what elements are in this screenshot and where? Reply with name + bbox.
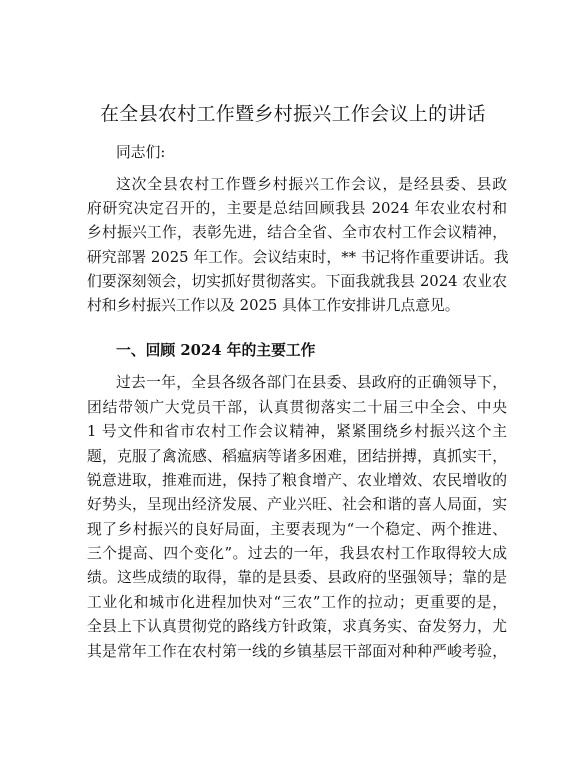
paragraph-1-line-2: 府研究决定召开的，主要是总结回顾我县 2024 年农业农村和 xyxy=(87,200,507,217)
section-paragraph-line-9: 绩。这些成绩的取得，靠的是县委、县政府的坚强领导；靠的是 xyxy=(87,569,507,586)
section-paragraph-line-10: 工业化和城市化进程加快对“三农”工作的拉动；更重要的是， xyxy=(87,594,507,611)
section-heading: 一、回顾 2024 年的主要工作 xyxy=(116,342,316,359)
section-paragraph-line-8: 三个提高、四个变化”。过去的一年，我县农村工作取得较大成 xyxy=(87,545,507,562)
section-paragraph-line-2: 团结带领广大党员干部，认真贯彻落实二十届三中全会、中央 xyxy=(87,399,507,416)
section-paragraph-line-4: 题，克服了禽流感、稻瘟病等诸多困难，团结拼搏，真抓实干， xyxy=(87,448,507,465)
paragraph-1-line-6: 村和乡村振兴工作以及 2025 具体工作安排讲几点意见。 xyxy=(87,297,460,314)
paragraph-1-line-3: 乡村振兴工作，表彰先进，结合全省、全市农村工作会议精神， xyxy=(87,224,507,241)
section-paragraph-line-1: 过去一年，全县各级各部门在县委、县政府的正确领导下， xyxy=(116,374,507,391)
section-paragraph-line-12: 其是常年工作在农村第一线的乡镇基层干部面对种种严峻考验， xyxy=(87,643,507,660)
paragraph-1-line-1: 这次全县农村工作暨乡村振兴工作会议，是经县委、县政 xyxy=(116,176,507,193)
section-paragraph-line-7: 现了乡村振兴的良好局面，主要表现为“一个稳定、两个推进、 xyxy=(87,521,507,538)
paragraph-1-line-4: 研究部署 2025 年工作。会议结束时，** 书记将作重要讲话。我 xyxy=(87,249,509,266)
section-paragraph-line-6: 好势头，呈现出经济发展、产业兴旺、社会和谐的喜人局面，实 xyxy=(87,496,507,513)
paragraph-1-line-5: 们要深刻领会，切实抓好贯彻落实。下面我就我县 2024 农业农 xyxy=(87,273,507,290)
section-paragraph-line-5: 锐意进取，推难而进，保持了粮食增产、农业增效、农民增收的 xyxy=(87,472,507,489)
section-paragraph-line-3: 1 号文件和省市农村工作会议精神，紧紧围绕乡村振兴这个主 xyxy=(87,423,507,440)
section-paragraph-line-11: 全县上下认真贯彻党的路线方针政策，求真务实、奋发努力，尤 xyxy=(87,618,507,635)
document-title: 在全县农村工作暨乡村振兴工作会议上的讲话 xyxy=(99,103,486,125)
salutation: 同志们: xyxy=(116,144,166,161)
